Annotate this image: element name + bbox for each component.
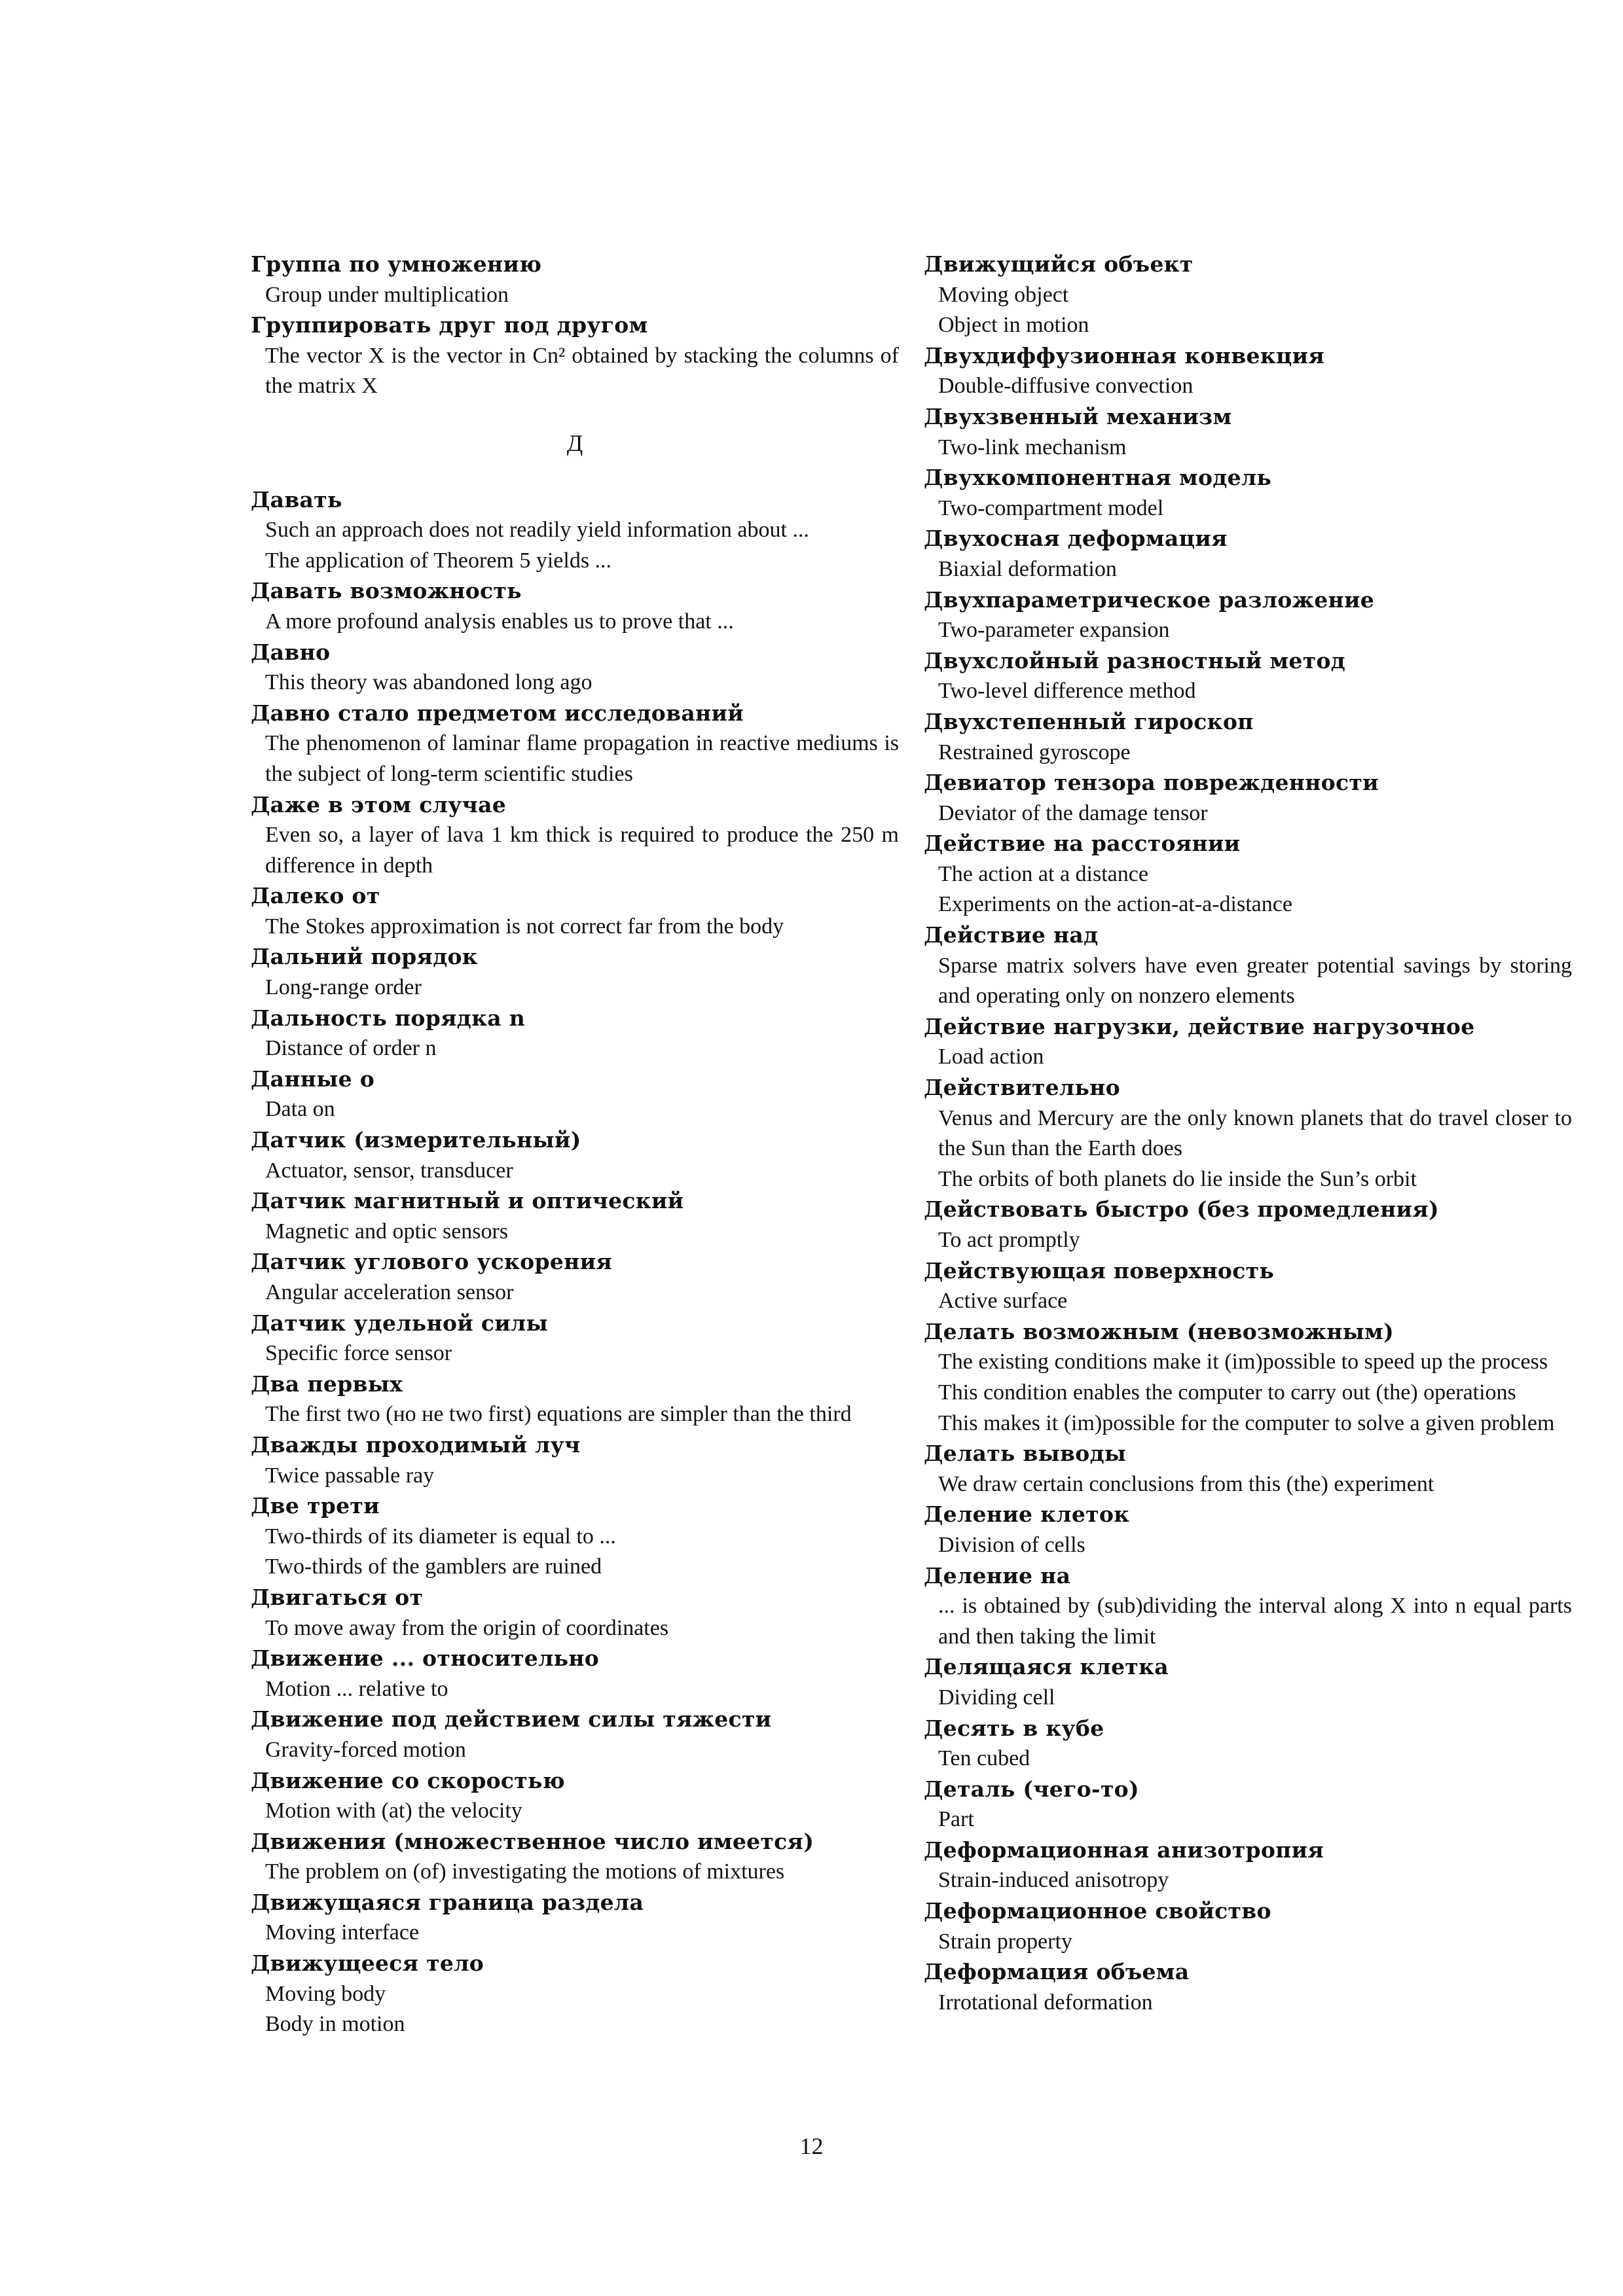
dictionary-entry — [924, 1835, 1572, 1896]
entry-term: Давать возможность — [251, 578, 522, 604]
entry-example: Irrotational deformation — [938, 1990, 1153, 2015]
entry-term: Делать возможным (невозможным) — [924, 1318, 1394, 1344]
entry-example: A more profound analysis enables us to prove that ... — [265, 609, 734, 634]
entry-term: Далеко от — [251, 883, 380, 909]
entry-term: Дальний порядок — [251, 944, 478, 970]
entry-example: Strain-induced anisotropy — [938, 1868, 1169, 1893]
entry-example: The orbits of both planets do lie inside the Sun’s orbit — [938, 1166, 1417, 1191]
dictionary-entry — [924, 1561, 1572, 1653]
entry-term: Двухпараметрическое разложение — [924, 586, 1375, 613]
entry-example: Restrained gyroscope — [938, 740, 1131, 764]
entry-term: Двухосная деформация — [924, 526, 1228, 552]
entry-example: Data on — [265, 1097, 335, 1122]
dictionary-entry — [924, 1713, 1572, 1774]
dictionary-entry — [924, 1073, 1572, 1194]
entry-term: Давно — [251, 639, 331, 665]
entry-term: Датчик удельной силы — [251, 1310, 548, 1336]
entry-example: We draw certain conclusions from this (the) experiment — [938, 1471, 1434, 1496]
entry-term: Датчик (измерительный) — [251, 1127, 581, 1153]
entry-example: Two-parameter expansion — [938, 618, 1170, 643]
entry-term: Двухзвенный механизм — [924, 403, 1232, 429]
entry-example: Group under multiplication — [265, 282, 509, 307]
dictionary-entry — [251, 1369, 899, 1430]
entry-example: Motion with (at) the velocity — [265, 1799, 522, 1823]
entry-example: Two-compartment model — [938, 495, 1164, 520]
entry-example: Load action — [938, 1045, 1044, 1069]
entry-example: Active surface — [938, 1289, 1068, 1314]
entry-term: Движущийся объект — [924, 251, 1194, 277]
dictionary-entry — [251, 1704, 899, 1765]
entry-example: This theory was abandoned long ago — [265, 670, 593, 695]
dictionary-entry — [251, 790, 899, 882]
dictionary-entry — [924, 1012, 1572, 1073]
entry-term: Делать выводы — [924, 1441, 1127, 1467]
entry-example: The phenomenon of laminar flame propagation in reactive mediums is the subject of long-term scientific studies — [265, 731, 899, 786]
dictionary-entry — [924, 768, 1572, 829]
dictionary-entry — [251, 576, 899, 637]
entry-term: Деление на — [924, 1562, 1071, 1588]
dictionary-entry — [924, 1652, 1572, 1713]
entry-term: Движение под действием силы тяжести — [251, 1706, 772, 1732]
dictionary-entry — [924, 707, 1572, 768]
entry-term: Десять в кубе — [924, 1715, 1104, 1741]
dictionary-entry — [924, 1774, 1572, 1835]
entry-example: Division of cells — [938, 1532, 1085, 1557]
entry-example: Deviator of the damage tensor — [938, 800, 1208, 825]
entry-term: Движения (множественное число имеется) — [251, 1828, 814, 1854]
dictionary-entry — [251, 698, 899, 790]
entry-example: Distance of order n — [265, 1036, 437, 1061]
dictionary-entry — [251, 1643, 899, 1704]
entry-example: Strain property — [938, 1929, 1072, 1954]
entry-term: Движение со скоростью — [251, 1767, 565, 1793]
entry-example: Specific force sensor — [265, 1341, 452, 1366]
dictionary-entry — [924, 646, 1572, 707]
dictionary-entry — [251, 1186, 899, 1247]
entry-term: Давать — [251, 486, 342, 512]
dictionary-entry — [924, 585, 1572, 646]
dictionary-entry — [924, 920, 1572, 1012]
entry-example: Such an approach does not readily yield information about ... — [265, 518, 809, 543]
dictionary-entry — [924, 463, 1572, 524]
entry-example: Object in motion — [938, 313, 1089, 338]
entry-term: Двухкомпонентная модель — [924, 465, 1272, 491]
entry-term: Деталь (чего-то) — [924, 1776, 1139, 1802]
dictionary-entry — [924, 1317, 1572, 1439]
entry-example: Experiments on the action-at-a-distance — [938, 892, 1292, 917]
dictionary-entry — [251, 249, 899, 310]
entry-example: The problem on (of) investigating the motions of mixtures — [265, 1859, 785, 1884]
entry-term: Две трети — [251, 1493, 380, 1519]
page-number: 12 — [799, 2133, 824, 2159]
dictionary-entry — [251, 485, 899, 577]
entry-term: Два первых — [251, 1371, 403, 1397]
entry-example: Body in motion — [265, 2012, 405, 2037]
left-column — [251, 249, 899, 2040]
entry-example: Part — [938, 1807, 974, 1832]
dictionary-entry — [251, 310, 899, 402]
left-entries — [251, 485, 899, 2040]
entry-example: To act promptly — [938, 1228, 1080, 1252]
dictionary-entry — [251, 1247, 899, 1308]
entry-example: The vector X is the vector in Cn² obtained by stacking the columns of the matrix X — [265, 343, 899, 399]
entry-example: Twice passable ray — [265, 1463, 435, 1488]
dictionary-entry — [251, 1583, 899, 1643]
dictionary-entry — [251, 1948, 899, 2040]
dictionary-entry — [251, 1308, 899, 1369]
entry-term: Действующая поверхность — [924, 1257, 1275, 1283]
entry-term: Деформация объема — [924, 1959, 1190, 1985]
entry-term: Действительно — [924, 1075, 1120, 1101]
entry-example: Two-thirds of its diameter is equal to ... — [265, 1524, 616, 1549]
dictionary-entry — [251, 1125, 899, 1186]
entry-term: Движущееся тело — [251, 1950, 484, 1977]
dictionary-entry — [251, 1827, 899, 1888]
dictionary-entry — [251, 1491, 899, 1583]
entry-term: Действие на расстоянии — [924, 831, 1241, 857]
dictionary-entry — [924, 524, 1572, 584]
entry-example: Venus and Mercury are the only known planets that do travel closer to the Sun than the Earth does — [938, 1105, 1572, 1161]
entry-example: Moving body — [265, 1981, 386, 2006]
entry-term: Дальность порядка n — [251, 1005, 525, 1031]
entry-term: Девиатор тензора поврежденности — [924, 770, 1379, 796]
left-top-entries — [251, 249, 899, 402]
dictionary-entry — [924, 1499, 1572, 1560]
entry-example: Angular acceleration sensor — [265, 1280, 514, 1304]
dictionary-entry — [924, 1439, 1572, 1499]
entry-example: Double-diffusive convection — [938, 374, 1194, 399]
entry-example: To move away from the origin of coordinates — [265, 1615, 669, 1640]
entry-example: Actuator, sensor, transducer — [265, 1158, 513, 1183]
dictionary-entry — [924, 402, 1572, 463]
entry-example: Even so, a layer of lava 1 km thick is required to produce the 250 m difference in depth — [265, 823, 899, 878]
entry-example: Two-level difference method — [938, 679, 1196, 704]
entry-example: Magnetic and optic sensors — [265, 1219, 509, 1244]
entry-example: This condition enables the computer to carry out (the) operations — [938, 1380, 1516, 1405]
dictionary-entry — [924, 341, 1572, 402]
dictionary-entry — [251, 1064, 899, 1125]
dictionary-entry — [924, 1957, 1572, 2018]
dictionary-entry — [924, 1896, 1572, 1957]
dictionary-entry — [924, 829, 1572, 920]
entry-example: Two-link mechanism — [938, 435, 1127, 459]
entry-example: Biaxial deformation — [938, 556, 1117, 581]
dictionary-entry — [924, 1194, 1572, 1255]
entry-term: Данные о — [251, 1066, 375, 1092]
entry-example: Sparse matrix solvers have even greater potential savings by storing and operating only on nonzero elements — [938, 953, 1572, 1009]
entry-term: Давно стало предметом исследований — [251, 700, 744, 726]
entry-term: Деление клеток — [924, 1501, 1130, 1528]
right-entries — [924, 249, 1572, 2018]
dictionary-entry — [251, 942, 899, 1003]
entry-term: Действие нагрузки, действие нагрузочное — [924, 1013, 1475, 1039]
dictionary-entry — [251, 637, 899, 698]
entry-example: ... is obtained by (sub)dividing the interval along X into n equal parts and then taking the limit — [938, 1594, 1572, 1649]
entry-example: Ten cubed — [938, 1746, 1030, 1771]
entry-example: Dividing cell — [938, 1685, 1055, 1710]
entry-term: Группа по умножению — [251, 251, 542, 277]
entry-term: Датчик магнитный и оптический — [251, 1188, 684, 1214]
entry-example: The existing conditions make it (im)possible to speed up the process — [938, 1350, 1548, 1374]
entry-term: Двухслойный разностный метод — [924, 647, 1346, 673]
entry-example: Gravity-forced motion — [265, 1737, 466, 1762]
entry-term: Двухстепенный гироскоп — [924, 708, 1254, 734]
entry-example: The Stokes approximation is not correct far from the body — [265, 914, 784, 939]
entry-term: Движущаяся граница раздела — [251, 1889, 644, 1915]
entry-term: Действовать быстро (без промедления) — [924, 1196, 1439, 1223]
entry-term: Действие над — [924, 922, 1099, 948]
dictionary-entry — [924, 249, 1572, 341]
entry-term: Движение ... относительно — [251, 1645, 600, 1672]
dictionary-entry — [251, 1430, 899, 1491]
entry-example: Two-thirds of the gamblers are ruined — [265, 1554, 602, 1579]
dictionary-entry — [251, 1888, 899, 1948]
right-column — [924, 249, 1572, 2018]
entry-example: This makes it (im)possible for the computer to solve a given problem — [938, 1410, 1555, 1435]
entry-term: Группировать друг под другом — [251, 312, 648, 338]
entry-example: The application of Theorem 5 yields ... — [265, 548, 612, 573]
entry-example: Moving interface — [265, 1920, 420, 1945]
entry-term: Деформационная анизотропия — [924, 1837, 1324, 1863]
section-letter: Д — [566, 429, 583, 456]
entry-example: Long-range order — [265, 975, 422, 1000]
entry-term: Делящаяся клетка — [924, 1654, 1169, 1680]
entry-example: The first two (но не two first) equations are simpler than the third — [265, 1402, 852, 1427]
entry-example: The action at a distance — [938, 861, 1148, 886]
dictionary-entry — [251, 1766, 899, 1827]
entry-term: Деформационное свойство — [924, 1898, 1271, 1924]
dictionary-entry — [924, 1256, 1572, 1317]
dictionary-entry — [251, 1003, 899, 1064]
entry-term: Дважды проходимый луч — [251, 1431, 581, 1458]
entry-term: Двигаться от — [251, 1584, 424, 1610]
entry-example: Motion ... relative to — [265, 1676, 448, 1701]
entry-term: Датчик углового ускорения — [251, 1249, 613, 1275]
entry-term: Двухдиффузионная конвекция — [924, 342, 1325, 368]
dictionary-entry — [251, 881, 899, 942]
entry-example: Moving object — [938, 282, 1069, 307]
entry-term: Даже в этом случае — [251, 791, 507, 817]
